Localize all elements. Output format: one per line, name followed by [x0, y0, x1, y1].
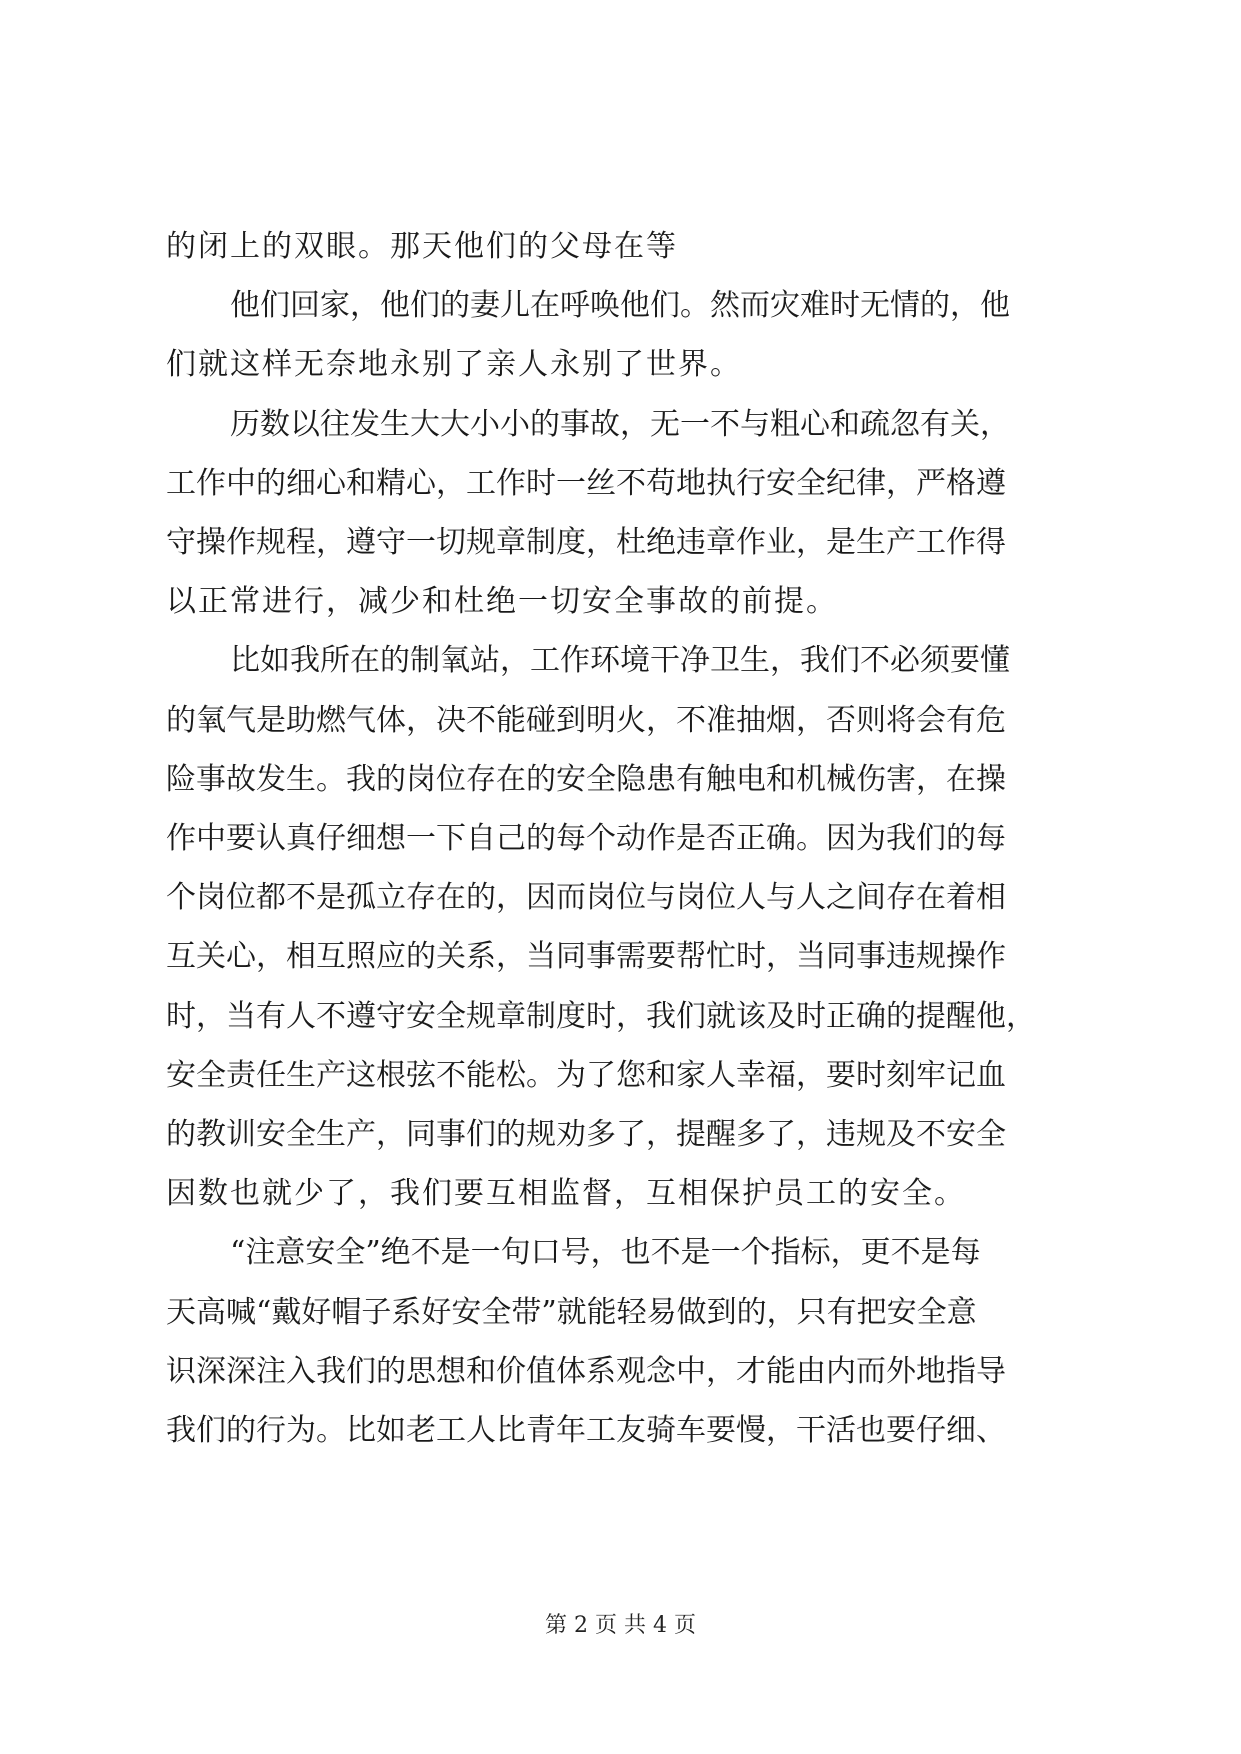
page-number-footer: 第 2 页 共 4 页 [545, 1613, 696, 1638]
text-line: 守操作规程，遵守一切规章制度，杜绝违章作业，是生产工作得 [166, 525, 1006, 560]
text-line: 我们的行为。比如老工人比青年工友骑车要慢，干活也要仔细、 [166, 1413, 1006, 1448]
text-line: 以正常进行，减少和杜绝一切安全事故的前提。 [166, 584, 838, 620]
text-line: 个岗位都不是孤立存在的，因而岗位与岗位人与人之间存在着相 [166, 880, 1006, 916]
text-line: 安全责任生产这根弦不能松。为了您和家人幸福，要时刻牢记血 [166, 1057, 1006, 1093]
text-line: 因数也就少了，我们要互相监督，互相保护员工的安全。 [166, 1176, 966, 1212]
text-line: 历数以往发生大大小小的事故，无一不与粗心和疏忽有关， [230, 406, 1010, 442]
text-line: 的氧气是助燃气体，决不能碰到明火，不准抽烟，否则将会有危 [166, 702, 1006, 738]
text-line: 工作中的细心和精心，工作时一丝不苟地执行安全纪律，严格遵 [166, 465, 1006, 501]
text-line: 险事故发生。我的岗位存在的安全隐患有触电和机械伤害，在操 [166, 761, 1006, 797]
text-line: 时，当有人不遵守安全规章制度时，我们就该及时正确的提醒他， [166, 998, 1036, 1034]
text-line: 他们回家，他们的妻儿在呼唤他们。然而灾难时无情的，他 [230, 288, 1010, 324]
text-line: “注意安全”绝不是一句口号，也不是一个指标，更不是每 [230, 1235, 981, 1271]
text-line: 互关心，相互照应的关系，当同事需要帮忙时，当同事违规操作 [166, 939, 1006, 975]
text-line: 的闭上的双眼。那天他们的父母在等 [166, 229, 678, 264]
text-line: 比如我所在的制氧站，工作环境干净卫生，我们不必须要懂 [230, 643, 1010, 679]
text-line: 们就这样无奈地永别了亲人永别了世界。 [166, 347, 742, 383]
text-line: 作中要认真仔细想一下自己的每个动作是否正确。因为我们的每 [166, 821, 1006, 856]
text-line: 天高喊“戴好帽子系好安全带”就能轻易做到的，只有把安全意 [166, 1294, 977, 1330]
text-line: 识深深注入我们的思想和价值体系观念中，才能由内而外地指导 [166, 1353, 1006, 1389]
text-line: 的教训安全生产，同事们的规劝多了，提醒多了，违规及不安全 [166, 1117, 1006, 1152]
